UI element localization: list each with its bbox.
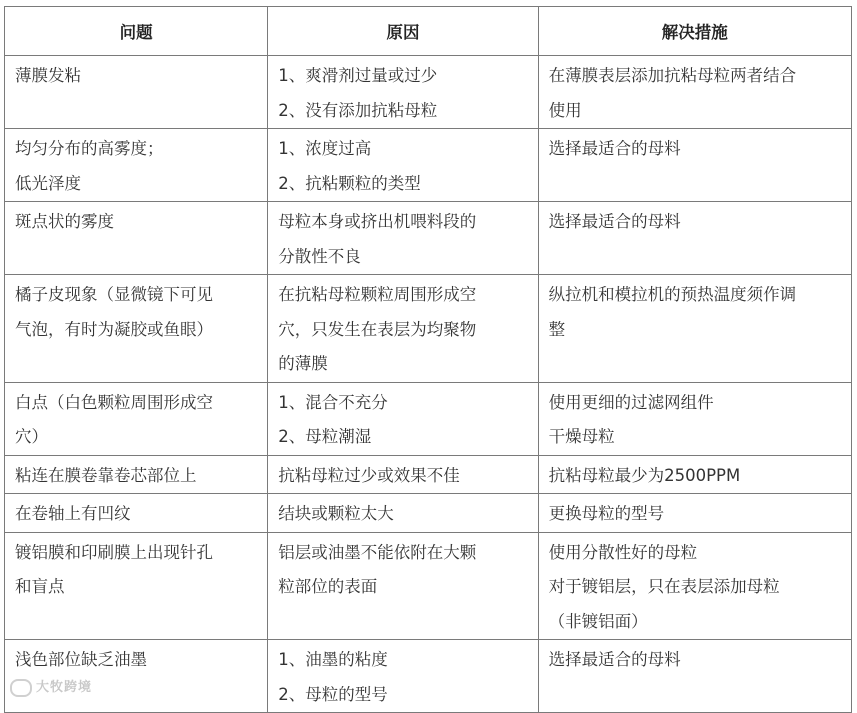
cause-line: 1、混合不充分 [278, 392, 388, 412]
cell-cause [268, 202, 538, 275]
solution-line: 使用分散性好的母粒 [548, 542, 698, 562]
table-row [5, 275, 852, 383]
solution-line: 更换母粒的型号 [548, 504, 665, 523]
cell-cause [268, 455, 538, 494]
cause-line: 1、浓度过高 [278, 139, 372, 158]
problem-line: 镀铝膜和印刷膜上出现针孔 [15, 542, 213, 562]
cause-line: 分散性不良 [278, 246, 361, 266]
cause-line: 铝层或油墨不能依附在大颗 [278, 542, 477, 562]
problem-line: 斑点状的雾度 [15, 212, 114, 231]
problem-line: 薄膜发粘 [15, 66, 81, 85]
table-row [5, 202, 852, 275]
cell-problem [5, 455, 268, 494]
cell-problem [5, 382, 268, 455]
cell-problem [5, 494, 268, 533]
solution-line: 干燥母粒 [548, 427, 615, 446]
header-problem: 问题 [5, 7, 268, 56]
solution-line: 在薄膜表层添加抗粘母粒两者结合 [548, 66, 797, 85]
cell-solution [538, 129, 851, 202]
table-row [5, 494, 852, 533]
logo-icon [10, 679, 32, 697]
problem-line: 均匀分布的高雾度； [15, 139, 164, 158]
problem-line: 橘子皮现象（显微镜下可见 [15, 285, 213, 304]
cell-problem [5, 275, 268, 383]
table-row [5, 129, 852, 202]
solution-line: 选择最适合的母料 [548, 650, 681, 669]
cell-cause [268, 532, 538, 640]
cell-solution [538, 532, 851, 640]
header-cause: 原因 [268, 7, 538, 56]
problem-line: 粘连在膜卷靠卷芯部位上 [15, 465, 197, 485]
cause-line: 2、抗粘颗粒的类型 [278, 173, 421, 193]
cell-cause [268, 275, 538, 383]
cause-line: 1、爽滑剂过量或过少 [278, 66, 438, 85]
solution-line: 使用 [548, 100, 582, 120]
cell-solution [538, 455, 851, 494]
cell-problem [5, 532, 268, 640]
cause-line: 1、油墨的粘度 [278, 650, 388, 669]
cause-line: 母粒本身或挤出机喂料段的 [278, 212, 477, 231]
solution-line: 选择最适合的母料 [548, 212, 681, 231]
solution-line: 纵拉机和模拉机的预热温度须作调 [548, 285, 797, 304]
cause-line: 2、没有添加抗粘母粒 [278, 100, 438, 120]
data-table [4, 6, 852, 713]
cell-solution [538, 494, 851, 533]
problem-line: 气泡，有时为凝胶或鱼眼） [15, 319, 213, 339]
solution-line: 整 [548, 319, 566, 339]
table-row [5, 56, 852, 129]
cause-line: 在抗粘母粒颗粒周围形成空 [278, 285, 477, 304]
cause-line: 粒部位的表面 [278, 577, 378, 596]
cell-cause [268, 382, 538, 455]
cause-line: 穴，只发生在表层为均聚物 [278, 319, 477, 339]
problem-line: 低光泽度 [15, 173, 81, 193]
cause-line: 的薄膜 [278, 354, 328, 373]
cause-line: 2、母粒潮湿 [278, 427, 372, 446]
cause-line: 结块或颗粒太大 [278, 504, 394, 523]
watermark-text: 大牧跨境 [36, 680, 93, 695]
problem-line: 在卷轴上有凹纹 [15, 504, 131, 523]
solution-line: 选择最适合的母料 [548, 139, 681, 158]
problem-line: 穴） [15, 427, 48, 446]
cell-cause [268, 56, 538, 129]
cell-problem [5, 129, 268, 202]
header-solution: 解决措施 [538, 7, 851, 56]
cell-solution [538, 56, 851, 129]
cell-problem [5, 56, 268, 129]
problem-line: 白点（白色颗粒周围形成空 [15, 392, 213, 412]
problem-line: 浅色部位缺乏油墨 [15, 650, 147, 669]
table-row [5, 532, 852, 640]
solution-line: （非镀铝面） [548, 611, 648, 631]
cause-line: 2、母粒的型号 [278, 684, 388, 704]
header-row [5, 7, 852, 56]
watermark [10, 676, 92, 697]
cell-solution [538, 275, 851, 383]
problem-line: 和盲点 [15, 577, 65, 596]
solution-line: 使用更细的过滤网组件 [548, 392, 714, 412]
cell-cause [268, 129, 538, 202]
cell-problem [5, 202, 268, 275]
table-row [5, 455, 852, 494]
solution-line: 对于镀铝层，只在表层添加母粒 [548, 577, 780, 596]
cell-solution [538, 202, 851, 275]
cell-solution [538, 382, 851, 455]
cause-line: 抗粘母粒过少或效果不佳 [278, 465, 460, 485]
table-row [5, 382, 852, 455]
cell-cause [268, 494, 538, 533]
solution-line: 抗粘母粒最少为2500PPM [548, 465, 741, 485]
